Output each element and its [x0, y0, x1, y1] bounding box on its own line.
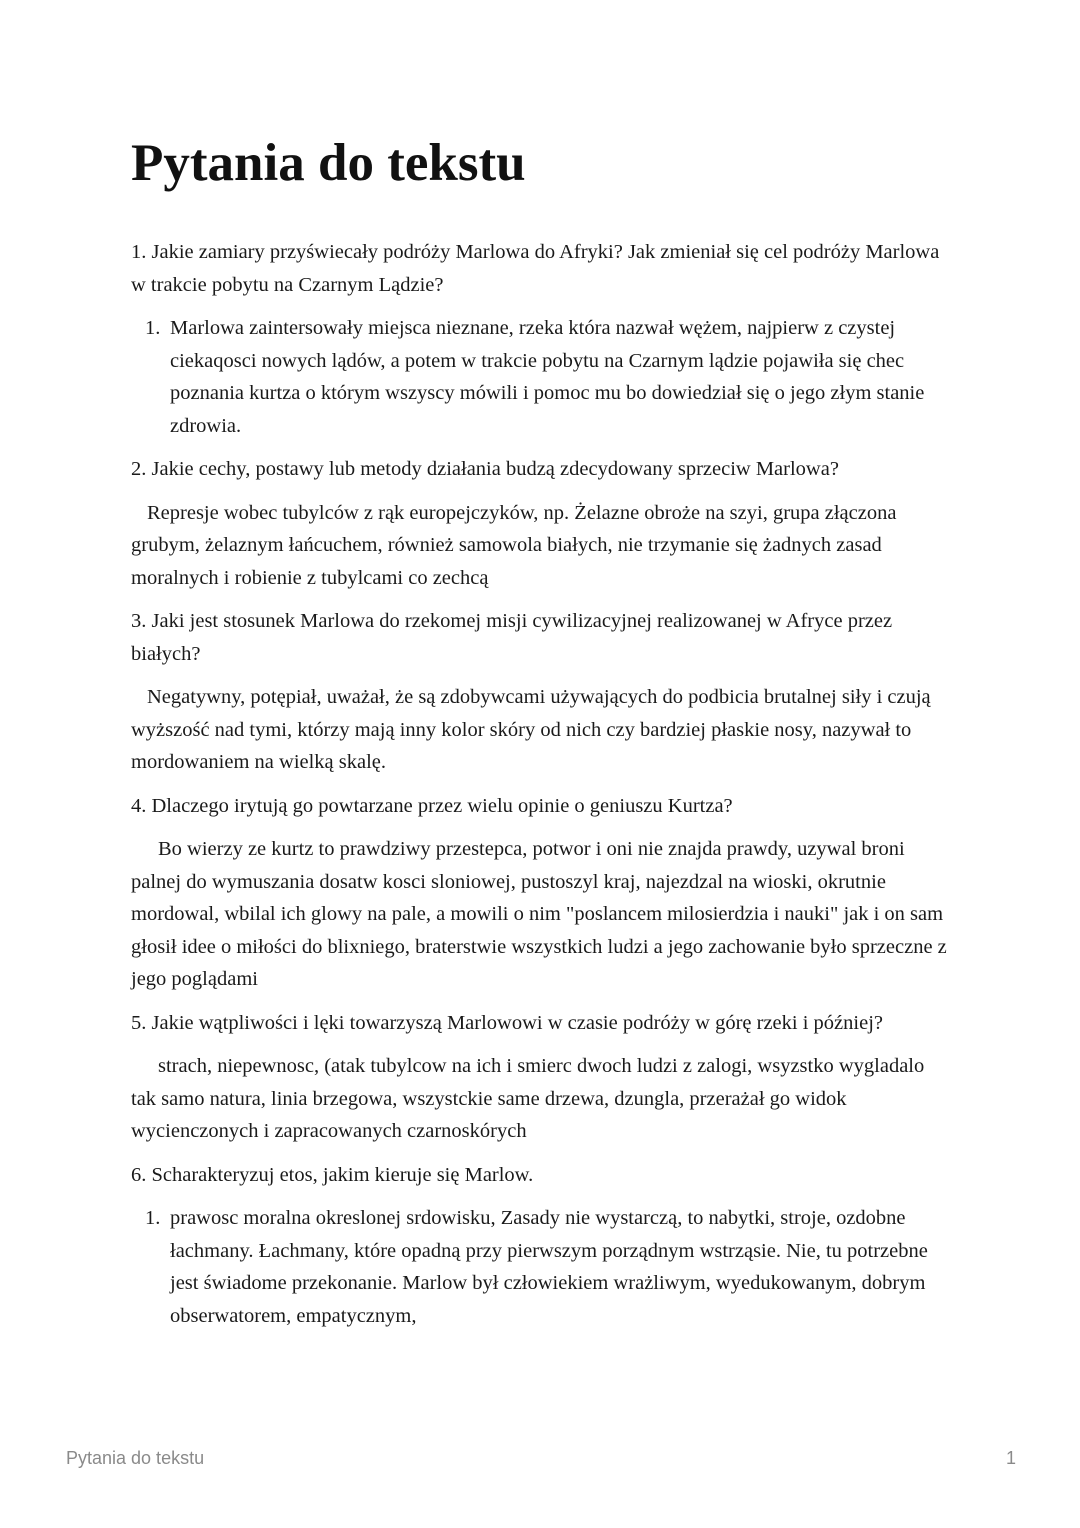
list-number: 1.	[145, 317, 161, 339]
answer-6-item	[131, 1202, 951, 1332]
page-title: Pytania do tekstu	[131, 134, 526, 192]
footer-doc-title: Pytania do tekstu	[66, 1448, 205, 1468]
answer-4: Bo wierzy ze kurtz to prawdziwy przestepca, potwor i oni nie znajda prawdy, uzywal broni palnej do wymuszania dosatw kosci sloniowej, pustoszyl kraj, najezdzal na wioski, okrutnie mordowal, wbilal ich glowy na pale, a mowili o nim "poslancem milosierdzia i nauki" jak i on sam głosił idee o miłości do blixniego, braterstwie wszystkich ludzi a jego zachowanie było sprzeczne z jego poglądami	[131, 838, 947, 990]
question-6: 6. Scharakteryzuj etos, jakim kieruje się Marlow.	[131, 1163, 534, 1186]
answer-3: Negatywny, potępiał, uważał, że są zdobywcami używających do podbicia brutalnej siły i czują wyższość nad tymi, którzy mają inny kolor skóry od nich czy bardziej płaskie nosy, nazywał to mordowaniem na wielką skalę.	[131, 686, 931, 773]
question-2: 2. Jakie cechy, postawy lub metody działania budzą zdecydowany sprzeciw Marlowa?	[131, 458, 839, 480]
footer-page-number: 1	[1005, 1448, 1016, 1468]
answer-2: Represje wobec tubylców z rąk europejczyków, np. Żelazne obroże na szyi, grupa złączona grubym, żelaznym łańcuchem, również samowola białych, nie trzymanie się żadnych zasad moralnych i robienie z tubylcami co zechcą	[131, 501, 897, 589]
answer-1-list	[131, 312, 951, 442]
question-3: 3. Jaki jest stosunek Marlowa do rzekomej misji cywilizacyjnej realizowanej w Afryce przez białych?	[131, 610, 893, 665]
list-number: 1.	[145, 1207, 161, 1229]
question-4: 4. Dlaczego irytują go powtarzane przez wielu opinie o geniuszu Kurtza?	[131, 794, 733, 817]
question-5: 5. Jakie wątpliwości i lęki towarzyszą Marlowowi w czasie podróży w górę rzeki i później?	[131, 1011, 883, 1034]
answer-5: strach, niepewnosc, (atak tubylcow na ich i smierc dwoch ludzi z zalogi, wsyzstko wygladalo tak samo natura, linia brzegowa, wszystckie same drzewa, dzungla, przerażał go widok wycienczonych i zapracowanych czarnoskórych	[131, 1055, 925, 1142]
answer-6-list	[131, 1202, 951, 1332]
answer-6-text: prawosc moralna okreslonej srdowisku, Zasady nie wystarczą, to nabytki, stroje, ozdobne łachmany. Łachmany, które opadną przy pierwszym porządnym wstrząsie. Nie, tu potrzebne jest świadome przekonanie. Marlow był człowiekiem wrażliwym, wyedukowanym, dobrym obserwatorem, empatycznym,	[170, 1207, 928, 1327]
answer-1-item	[131, 312, 951, 442]
question-1: 1. Jakie zamiary przyświecały podróży Marlowa do Afryki? Jak zmieniał się cel podróży Marlowa w trakcie pobytu na Czarnym Lądzie?	[131, 241, 940, 296]
document-body	[131, 130, 951, 1343]
answer-1-text: Marlowa zaintersowały miejsca nieznane, rzeka która nazwał wężem, najpierw z czystej ciekaqosci nowych lądów, a potem w trakcie pobytu na Czarnym lądzie pojawiła się chec poznania kurtza o którym wszyscy mówili i pomoc mu bo dowiedział się o jego złym stanie zdrowia.	[170, 317, 925, 437]
